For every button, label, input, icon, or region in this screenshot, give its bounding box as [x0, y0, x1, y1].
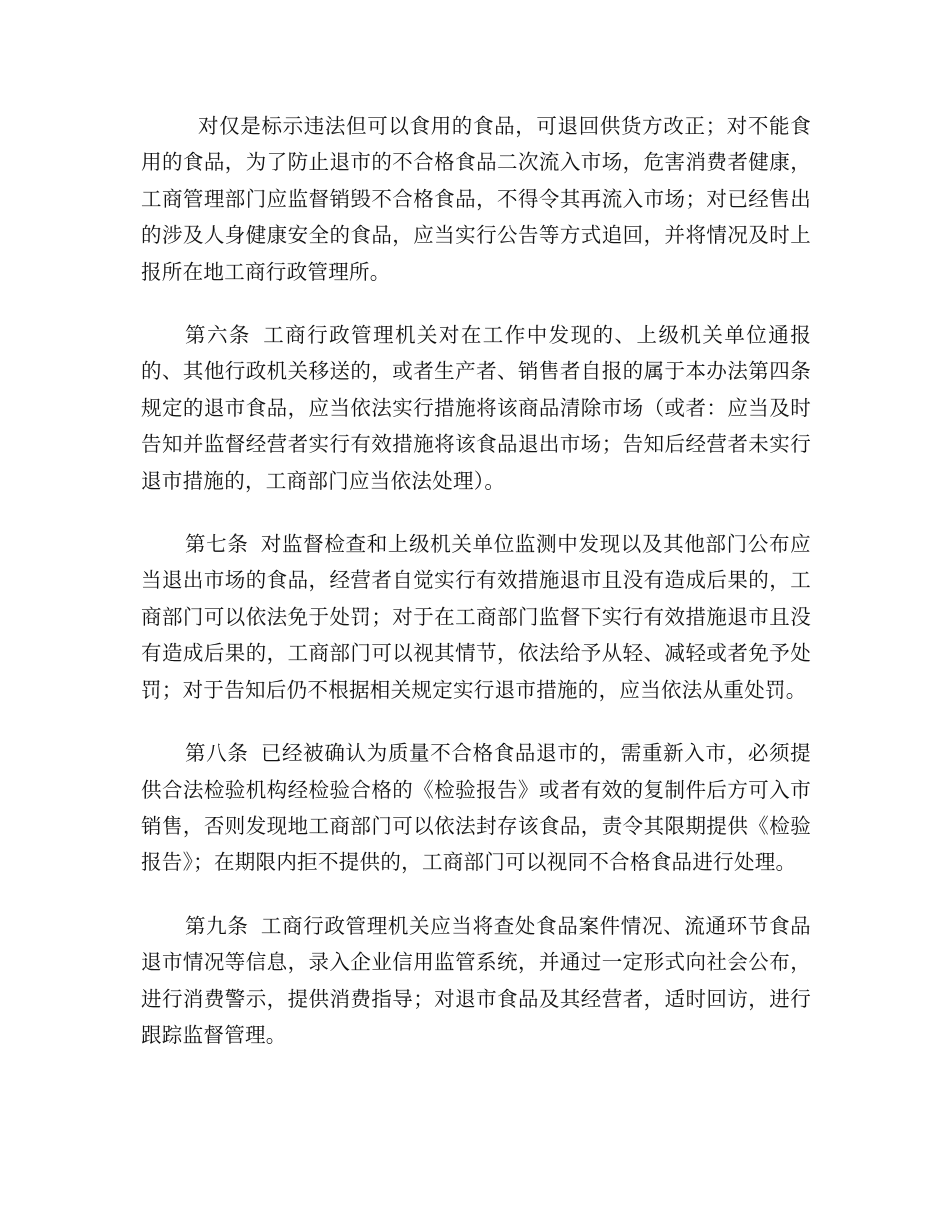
paragraph-gap	[141, 708, 811, 735]
paragraph-gap	[141, 499, 811, 526]
paragraph-gap	[141, 881, 811, 908]
article-number: 第七条	[185, 532, 249, 557]
article-8	[141, 735, 811, 881]
article-number: 第九条	[185, 913, 249, 938]
article-text: 工商行政管理机关应当将查处食品案件情况、流通环节食品退市情况等信息，录入企业信用监管系统，并通过一定形式向社会公布，进行消费警示，提供消费指导；对退市食品及其经营者，适时回访，进行跟踪监督管理。	[141, 913, 811, 1047]
document-body	[141, 108, 811, 1053]
article-7	[141, 526, 811, 708]
article-6	[141, 317, 811, 499]
article-text: 工商行政管理机关对在工作中发现的、上级机关单位通报的、其他行政机关移送的，或者生产者、销售者自报的属于本办法第四条规定的退市食品，应当依法实行措施将该商品清除市场（或者：应当及时告知并监督经营者实行有效措施将该食品退出市场；告知后经营者未实行退市措施的，工商部门应当依法处理）。	[141, 323, 812, 493]
article-text: 已经被确认为质量不合格食品退市的，需重新入市，必须提供合法检验机构经检验合格的《检验报告》或者有效的复制件后方可入市销售，否则发现地工商部门可以依法封存该食品，责令其限期提供《检验报告》；在期限内拒不提供的，工商部门可以视同不合格食品进行处理。	[141, 741, 811, 875]
article-number: 第八条	[185, 741, 249, 766]
paragraph-text: 对仅是标示违法但可以食用的食品，可退回供货方改正；对不能食用的食品，为了防止退市的不合格食品二次流入市场，危害消费者健康，工商管理部门应监督销毁不合格食品，不得令其再流入市场；对已经售出的涉及人身健康安全的食品，应当实行公告等方式追回，并将情况及时上报所在地工商行政管理所。	[141, 114, 811, 284]
article-text: 对监督检查和上级机关单位监测中发现以及其他部门公布应当退出市场的食品，经营者自觉实行有效措施退市且没有造成后果的，工商部门可以依法免于处罚；对于在工商部门监督下实行有效措施退市且没有造成后果的，工商部门可以视其情节，依法给予从轻、减轻或者免予处罚；对于告知后仍不根据相关规定实行退市措施的，应当依法从重处罚。	[141, 532, 811, 702]
article-number: 第六条	[185, 323, 251, 348]
article-9	[141, 908, 811, 1054]
paragraph-gap	[141, 290, 811, 317]
paragraph-1	[141, 108, 811, 290]
